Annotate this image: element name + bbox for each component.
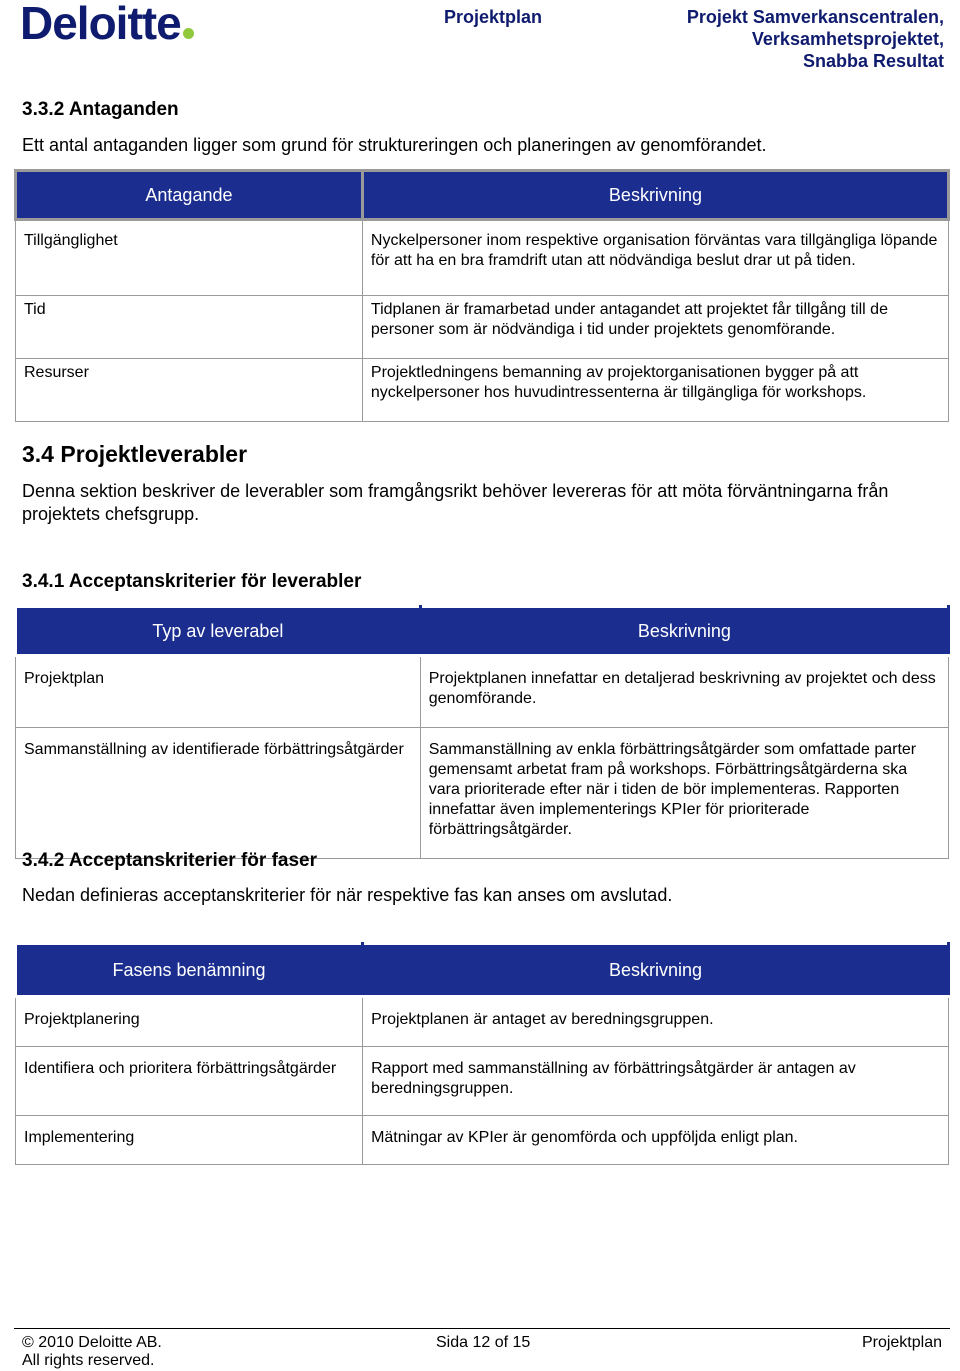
table-header-beskrivning: Beskrivning xyxy=(363,944,949,997)
heading-projektleverabler: 3.4 Projektleverabler xyxy=(22,441,248,467)
logo-dot-icon xyxy=(183,28,194,39)
table-row: Sammanställning av identifierade förbättringsåtgärder Sammanställning av enkla förbättringsåtgärder som omfattade parter gemensamt arbetat fram på workshops. Förbättringsåtgärderna ska vara prioriterade efter när i tiden de bör implementeras. Rapporten innefattar även implementerings KPIer för prioriterade förbättringsåtgärder. xyxy=(16,728,949,859)
footer-copyright: © 2010 Deloitte AB. All rights reserved. xyxy=(22,1334,162,1369)
table-header-antagande: Antagande xyxy=(16,171,363,220)
intro-projektleverabler: Denna sektion beskriver de leverabler som framgångsrikt behöver levereras för att möta förväntningarna från projektets chefsgrupp. xyxy=(22,481,889,524)
assumptions-table xyxy=(14,169,950,422)
intro-antaganden: Ett antal antaganden ligger som grund för struktureringen och planeringen av genomförandet. xyxy=(22,135,767,155)
table-row: Tillgänglighet Nyckelpersoner inom respektive organisation förväntas vara tillgängliga löpande för att ha en bra framdrift utan att nödvändiga beslut drar ut på tiden. xyxy=(16,220,949,296)
table-row: Tid Tidplanen är framarbetad under antagandet att projektet får tillgång till de personer som är nödvändiga i tid under projektets genomförande. xyxy=(16,296,949,359)
deloitte-logo: Deloitte xyxy=(20,0,194,46)
footer-page-number: Sida 12 of 15 xyxy=(436,1334,531,1351)
footer-divider xyxy=(14,1328,950,1329)
table-header-beskrivning: Beskrivning xyxy=(362,171,948,220)
footer-doc-name: Projektplan xyxy=(861,1334,942,1351)
table-header-typ: Typ av leverabel xyxy=(16,607,421,656)
table-row: Identifiera och prioritera förbättringsåtgärder Rapport med sammanställning av förbättringsåtgärder är antagen av beredningsgruppen. xyxy=(16,1047,949,1116)
heading-antaganden: 3.3.2 Antaganden xyxy=(22,99,179,120)
heading-acceptanskriterier-faser: 3.4.2 Acceptanskriterier för faser xyxy=(22,850,318,871)
header-doc-type: Projektplan xyxy=(444,7,543,27)
table-header-fas: Fasens benämning xyxy=(16,944,363,997)
heading-acceptanskriterier-leverabler: 3.4.1 Acceptanskriterier för leverabler xyxy=(22,571,362,592)
phases-table xyxy=(14,942,950,1165)
table-header-beskrivning: Beskrivning xyxy=(420,607,948,656)
deliverables-table xyxy=(14,605,950,859)
header-project-title: Projekt Samverkanscentralen, Verksamhetsprojektet, Snabba Resultat xyxy=(686,7,944,71)
intro-faser: Nedan definieras acceptanskriterier för när respektive fas kan anses om avslutad. xyxy=(22,885,673,905)
table-row: Implementering Mätningar av KPIer är genomförda och uppföljda enligt plan. xyxy=(16,1116,949,1165)
table-row: Projektplan Projektplanen innefattar en detaljerad beskrivning av projektet och dess genomförande. xyxy=(16,656,949,728)
table-row: Projektplanering Projektplanen är antaget av beredningsgruppen. xyxy=(16,997,949,1047)
table-row: Resurser Projektledningens bemanning av projektorganisationen bygger på att nyckelpersoner hos huvudintressenterna är tillgängliga för workshops. xyxy=(16,359,949,422)
